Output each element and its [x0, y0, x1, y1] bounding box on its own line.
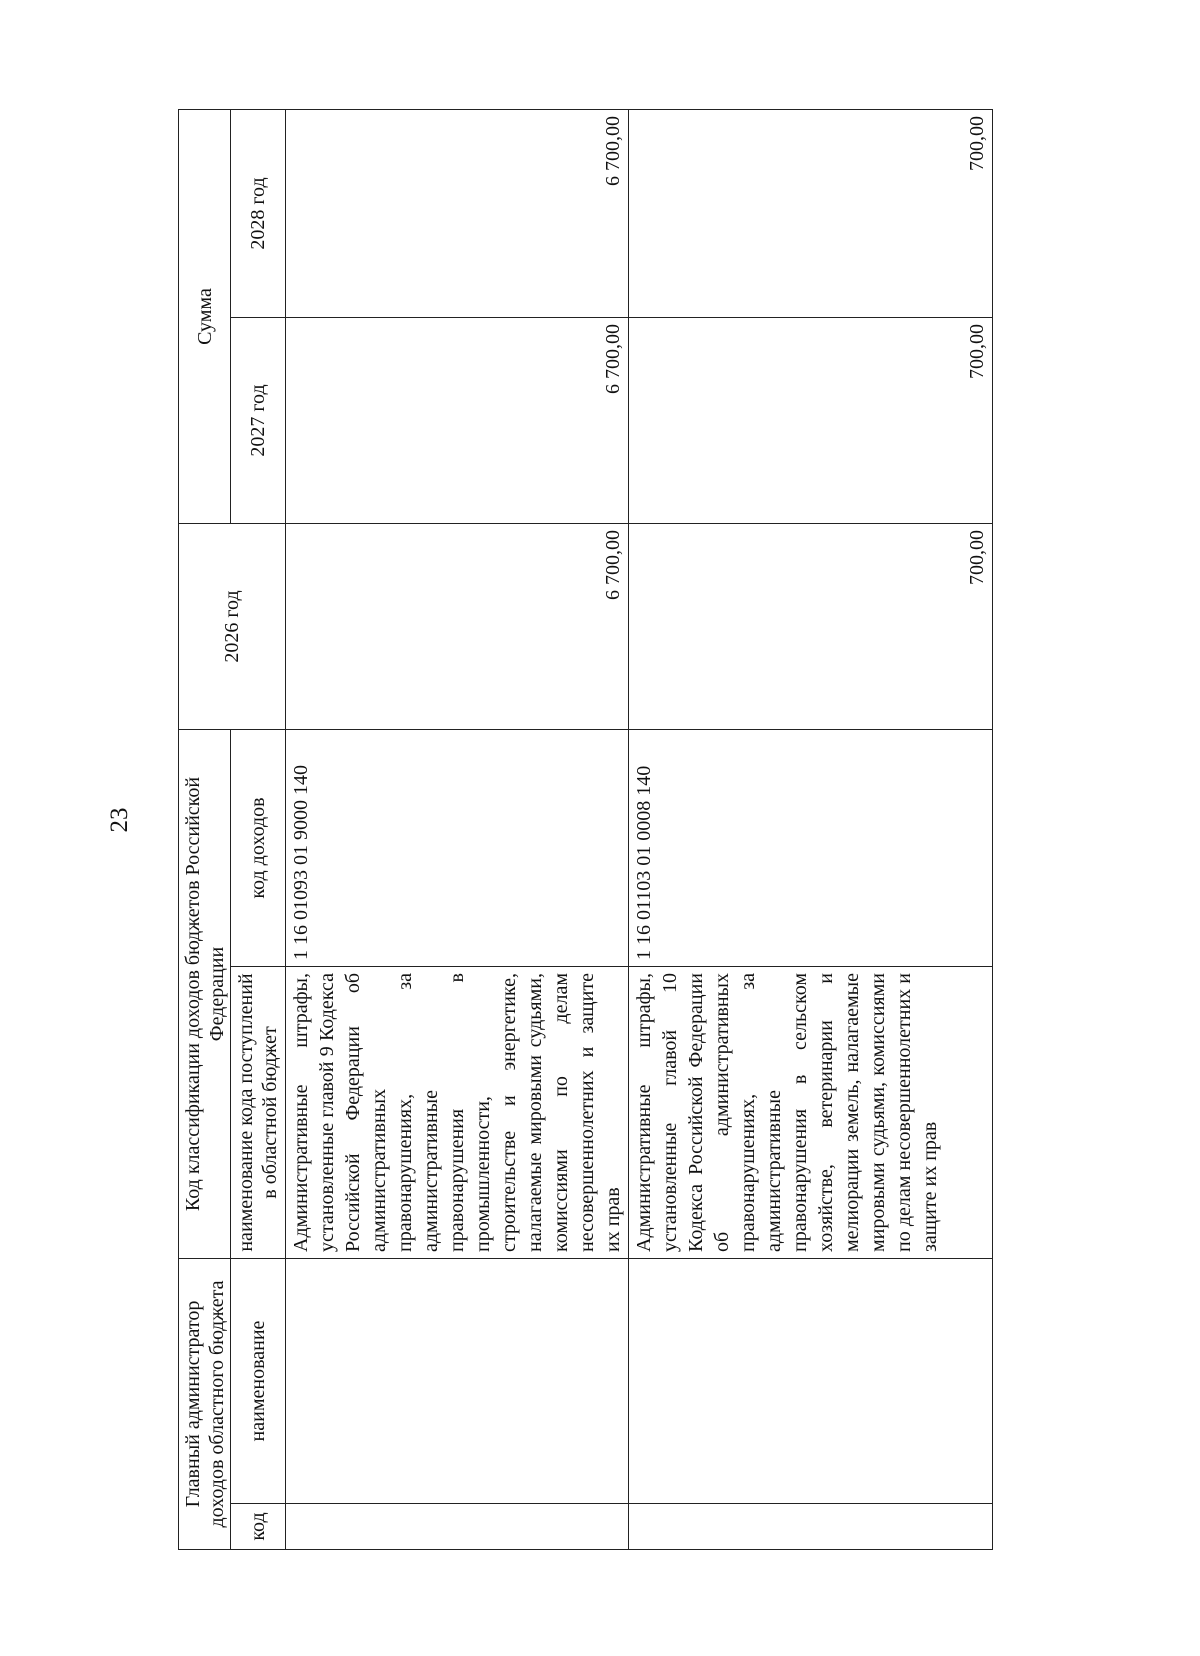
income-code-cell: 1 16 01103 01 0008 140 — [629, 730, 993, 967]
admin-code-cell — [629, 1504, 993, 1550]
sum-2027-cell: 700,00 — [629, 318, 993, 524]
sum-2026-cell: 700,00 — [629, 524, 993, 730]
header-admin-group: Главный администратор доходов областного бюджета — [179, 1259, 231, 1550]
income-name-cell: Административные штрафы, установленные главой 10 Кодекса Российской Федерации об административных правонарушениях, за административные правонарушения в сельском хозяйстве, ветеринарии и мелиорации земель, налагаемые мировыми судьями, комиссиями по делам несовершеннолетних и защите их прав — [629, 967, 993, 1259]
income-name-cell: Административные штрафы, установленные главой 9 Кодекса Российской Федерации об административных правонарушениях, за административные правонарушения в промышленности, строительстве и энергетике, налагаемые мировыми судьями, комиссиями по делам несовершеннолетних и защите их прав — [286, 967, 629, 1259]
header-sum-group: Сумма — [179, 109, 231, 523]
header-income-name: наименование кода поступлений в областной бюджет — [231, 967, 286, 1259]
sum-2026-cell: 6 700,00 — [286, 524, 629, 730]
sum-2028-cell: 6 700,00 — [286, 109, 629, 317]
income-code-cell: 1 16 01093 01 9000 140 — [286, 730, 629, 967]
admin-code-cell — [286, 1504, 629, 1550]
budget-income-table — [178, 109, 993, 1550]
table-row — [629, 109, 993, 1549]
header-admin-code: код — [231, 1504, 286, 1550]
admin-name-cell — [286, 1259, 629, 1504]
sum-2027-cell: 6 700,00 — [286, 318, 629, 524]
page-number: 23 — [106, 807, 133, 833]
header-year-2028: 2028 год — [231, 109, 286, 317]
header-year-2026: 2026 год — [179, 524, 286, 730]
admin-name-cell — [629, 1259, 993, 1504]
header-classification-group: Код классификации доходов бюджетов Российской Федерации — [179, 730, 231, 1259]
header-year-2027: 2027 год — [231, 318, 286, 524]
header-income-code: код доходов — [231, 730, 286, 967]
sum-2028-cell: 700,00 — [629, 109, 993, 317]
header-admin-name: наименование — [231, 1259, 286, 1504]
budget-table-rotated — [178, 110, 988, 1550]
table-row — [286, 109, 629, 1549]
